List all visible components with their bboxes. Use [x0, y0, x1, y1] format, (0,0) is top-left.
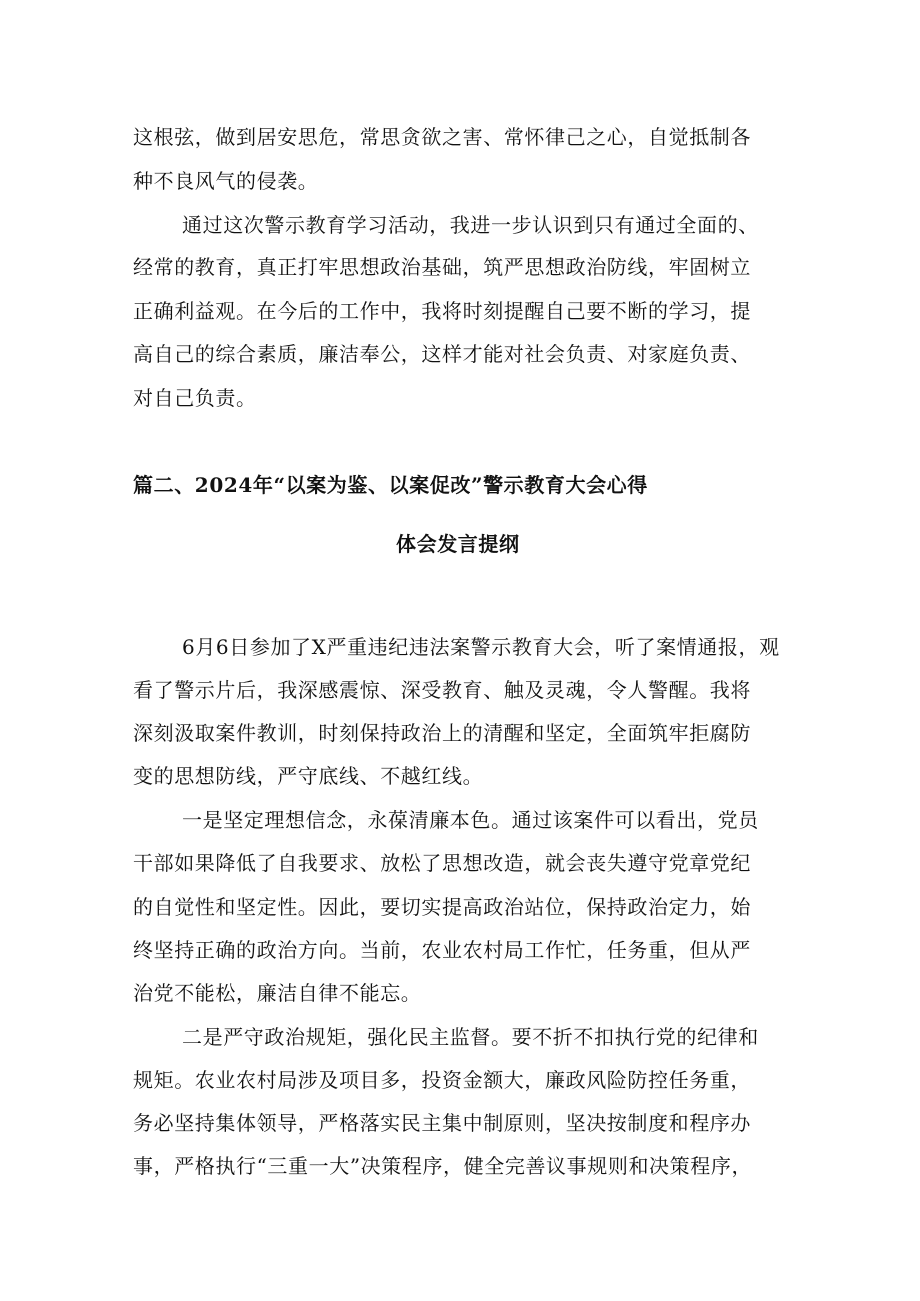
paragraph-line: 6月6日参加了X严重违纪违法案警示教育大会，听了案情通报，观	[182, 635, 780, 659]
paragraph-line: 事，严格执行“三重一大”决策程序，健全完善议事规则和决策程序，	[133, 1154, 753, 1178]
paragraph-line: 二是严守政治规矩，强化民主监督。要不折不扣执行党的纪律和	[182, 1025, 759, 1049]
paragraph-line: 正确利益观。在今后的工作中，我将时刻提醒自己要不断的学习，提	[133, 299, 751, 323]
paragraph-line: 经常的教育，真正打牢思想政治基础，筑严思想政治防线，牢固树立	[133, 255, 751, 279]
paragraph-line: 种不良风气的侵袭。	[133, 169, 319, 193]
paragraph-line: 务必坚持集体领导，严格落实民主集中制原则，坚决按制度和程序办	[133, 1111, 751, 1135]
paragraph-line: 对自己负责。	[133, 386, 257, 410]
paragraph-line: 规矩。农业农村局涉及项目多，投资金额大，廉政风险防控任务重，	[133, 1068, 751, 1092]
paragraph-line: 一是坚定理想信念，永葆清廉本色。通过该案件可以看出，党员	[182, 808, 759, 832]
section-heading: 篇二、2024年“以案为鉴、以案促改”警示教育大会心得	[133, 473, 648, 497]
paragraph-line: 终坚持正确的政治方向。当前，农业农村局工作忙，任务重，但从严	[133, 938, 751, 962]
paragraph-line: 通过这次警示教育学习活动，我进一步认识到只有通过全面的、	[182, 213, 759, 237]
paragraph-line: 干部如果降低了自我要求、放松了思想改造，就会丧失遵守党章党纪	[133, 851, 751, 875]
paragraph-line: 治党不能松，廉洁自律不能忘。	[133, 981, 422, 1005]
paragraph-line: 深刻汲取案件教训，时刻保持政治上的清醒和坚定，全面筑牢拒腐防	[133, 721, 751, 745]
paragraph-line: 高自己的综合素质，廉洁奉公，这样才能对社会负责、对家庭负责、	[133, 342, 751, 366]
section-heading-continued: 体会发言提纲	[396, 532, 520, 556]
paragraph-line: 这根弦，做到居安思危，常思贪欲之害、常怀律己之心，自觉抵制各	[133, 125, 751, 149]
paragraph-line: 的自觉性和坚定性。因此，要切实提高政治站位，保持政治定力，始	[133, 895, 751, 919]
paragraph-line: 变的思想防线，严守底线、不越红线。	[133, 764, 484, 788]
paragraph-line: 看了警示片后，我深感震惊、深受教育、触及灵魂，令人警醒。我将	[133, 678, 751, 702]
